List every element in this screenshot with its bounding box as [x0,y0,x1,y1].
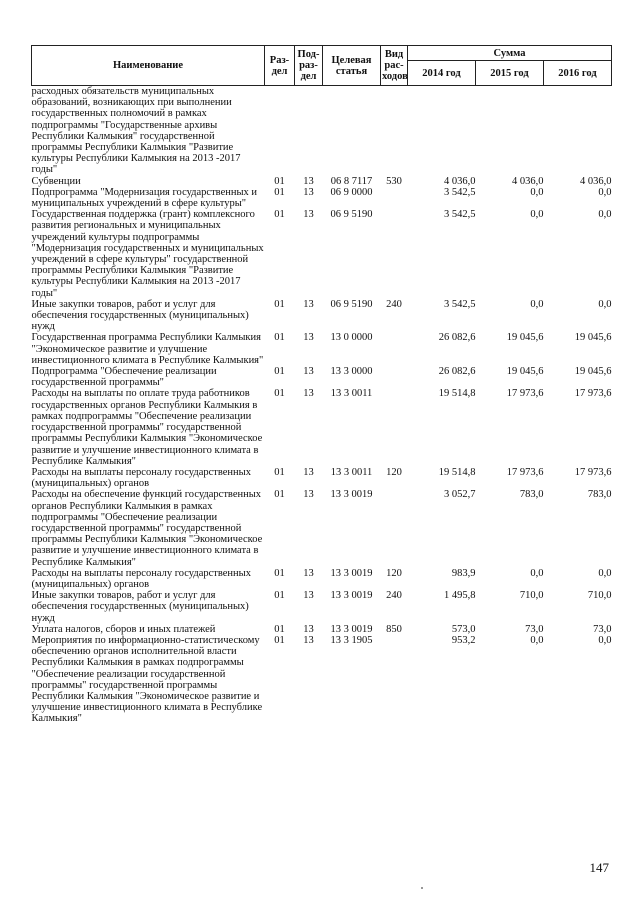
header-razdel: Раз- дел [265,46,295,86]
cell-target: 13 3 1905 [330,634,373,646]
page-number: 147 [589,860,609,875]
cell-name: Расходы на выплаты персоналу государственных (муниципальных) органов [31,466,251,490]
header-year-2016: 2016 год [544,61,612,86]
cell-y2014: 26 082,6 [438,332,476,344]
cell-y2014: 953,2 [451,634,476,646]
cell-razdel: 01 [274,332,285,344]
table-row [32,176,612,187]
cell-razdel: 01 [274,366,285,378]
cell-razdel [265,86,295,176]
cell-podrazdel: 13 [303,590,314,602]
cell-target: 13 3 0019 [330,623,373,635]
cell-y2015: 19 045,6 [506,332,544,344]
cell-vid: 850 [386,623,402,635]
cell-target: 06 9 5190 [330,298,373,310]
cell-vid [381,86,408,176]
table-row [32,366,612,388]
cell-vid [381,489,408,567]
cell-vid [381,209,408,299]
table-header [32,46,612,86]
cell-y2015: 783,0 [519,489,544,501]
cell-y2014: 573,0 [451,623,476,635]
cell-podrazdel: 13 [303,623,314,635]
table-body [32,86,612,725]
cell-y2015: 710,0 [519,590,544,602]
cell-razdel: 01 [274,209,285,221]
cell-y2016: 0,0 [598,567,612,579]
table-row [32,635,612,725]
cell-y2014: 3 542,5 [444,298,476,310]
cell-y2015: 73,0 [525,623,544,635]
cell-vid: 120 [386,567,402,579]
cell-y2014: 3 542,5 [444,186,476,198]
table-row [32,86,612,176]
cell-target: 13 3 0000 [330,366,373,378]
table-row [32,568,612,590]
cell-y2016: 0,0 [598,209,612,221]
cell-podrazdel: 13 [303,366,314,378]
cell-y2014: 1 495,8 [444,590,476,602]
cell-vid [381,635,408,725]
cell-y2016: 783,0 [587,489,612,501]
cell-y2016: 73,0 [593,623,612,635]
cell-target: 06 9 5190 [330,209,373,221]
cell-name: Расходы на выплаты по оплате труда работников государственных органов Республики Калмыкия в рамках подпрограммы "Обеспечение реализации государственной программы" государственной программы Республики Калмыкия "Экономическое развитие и улучшение инвестиционного климата в Республике Калмыкия" [31,388,263,467]
cell-y2014: 19 514,8 [438,466,476,478]
cell-name: Государственная поддержка (грант) комплексного развития региональных и муниципальных учреждений культуры подпрограммы "Модернизация государственных и муниципальных учреждений в сфере культуры" государственной программы Республики Калмыкия "Развитие культуры Республики Калмыкия на 2013 -2017 годы" [31,209,264,299]
header-year-2015: 2015 год [476,61,544,86]
cell-vid: 530 [386,175,402,187]
cell-name: Подпрограмма "Обеспечение реализации государственной программы" [31,366,217,389]
table-row [32,489,612,567]
cell-name: Подпрограмма "Модернизация государственных и муниципальных учреждений в сфере культуры" [31,186,258,210]
cell-razdel: 01 [274,623,285,635]
cell-razdel: 01 [274,567,285,579]
cell-y2014: 26 082,6 [438,366,476,378]
cell-target: 13 0 0000 [330,332,373,344]
budget-table [31,45,612,725]
cell-y2015: 0,0 [530,634,544,646]
header-podrazdel: Под- раз- дел [295,46,323,86]
cell-name: расходных обязательств муниципальных образований, возникающих при выполнении государственных полномочий в рамках подпрограммы "Государственные архивы Республики Калмыкия" государственной программы Республики Калмыкия "Развитие культуры Республики Калмыкия на 2013 -2017 годы" [31,86,241,176]
cell-podrazdel: 13 [303,186,314,198]
cell-y2015: 0,0 [530,298,544,310]
cell-target: 13 3 0019 [330,590,373,602]
cell-podrazdel: 13 [303,175,314,187]
header-target: Целевая статья [323,46,381,86]
cell-y2015: 17 973,6 [506,388,544,400]
cell-podrazdel: 13 [303,466,314,478]
cell-target: 13 3 0011 [330,466,373,478]
cell-name: Расходы на выплаты персоналу государственных (муниципальных) органов [31,567,251,590]
cell-y2014: 3 542,5 [444,209,476,221]
cell-y2016: 4 036,0 [580,175,612,187]
cell-y2015: 17 973,6 [506,466,544,478]
cell-target: 13 3 0019 [330,489,373,501]
cell-y2014: 3 052,7 [444,489,476,501]
cell-y2016: 0,0 [598,298,612,310]
cell-y2014 [408,86,476,176]
table-row [32,388,612,466]
cell-y2016: 19 045,6 [574,366,612,378]
cell-razdel: 01 [274,388,285,400]
header-vid: Вид рас- ходов [381,46,408,86]
cell-razdel: 01 [274,186,285,198]
cell-razdel: 01 [274,175,285,187]
cell-name: Государственная программа Республики Калмыкия "Экономическое развитие и улучшение инвестиционного климата в Республике Калмыкия" [31,332,264,366]
table-row [32,467,612,489]
cell-name: Уплата налогов, сборов и иных платежей [31,623,216,635]
cell-y2015: 4 036,0 [512,175,544,187]
cell-y2015 [476,86,544,176]
cell-vid [381,366,408,388]
cell-name: Мероприятия по информационно-статистическому обеспечению органов исполнительной власти Республики Калмыкия в рамках подпрограммы "Обеспечение реализации государственной программы" государственной программы Республики Калмыкия "Экономическое развитие и улучшение инвестиционного климата в Республике Калмыкия" [31,634,263,725]
cell-vid: 240 [386,590,402,602]
cell-razdel: 01 [274,634,285,646]
cell-name: Иные закупки товаров, работ и услуг для обеспечения государственных (муниципальных) нужд [31,298,249,333]
table-row [32,299,612,333]
scan-speck [421,887,423,889]
cell-vid: 240 [386,298,402,310]
cell-y2015: 0,0 [530,567,544,579]
cell-podrazdel: 13 [303,209,314,221]
cell-razdel: 01 [274,298,285,310]
table-row [32,590,612,624]
cell-y2016 [544,86,612,176]
cell-razdel: 01 [274,466,285,478]
cell-razdel: 01 [274,489,285,501]
cell-razdel: 01 [274,590,285,602]
cell-podrazdel: 13 [303,567,314,579]
cell-podrazdel: 13 [303,388,314,400]
cell-target [323,86,381,176]
table-row [32,209,612,299]
cell-y2016: 710,0 [587,590,612,602]
cell-vid [381,332,408,366]
cell-podrazdel: 13 [303,489,314,501]
cell-target: 06 8 7117 [330,175,373,187]
cell-y2016: 17 973,6 [574,466,612,478]
header-name: Наименование [32,46,265,86]
cell-y2015: 0,0 [530,186,544,198]
cell-target: 13 3 0019 [330,567,373,579]
header-sum: Сумма [408,46,612,61]
cell-y2016: 0,0 [598,186,612,198]
cell-target: 06 9 0000 [330,186,373,198]
cell-y2016: 19 045,6 [574,332,612,344]
cell-name: Иные закупки товаров, работ и услуг для обеспечения государственных (муниципальных) нужд [31,590,249,624]
cell-y2016: 17 973,6 [574,388,612,400]
cell-podrazdel: 13 [303,332,314,344]
cell-y2014: 19 514,8 [438,388,476,400]
table-row [32,187,612,209]
cell-name: Расходы на обеспечение функций государственных органов Республики Калмыкия в рамках подпрограммы "Обеспечение реализации государственной программы" государственной программы Республики Калмыкия "Экономическое развитие и улучшение инвестиционного климата в Республике Калмыкия" [31,489,263,568]
cell-vid [381,187,408,209]
table-row [32,624,612,635]
cell-target: 13 3 0011 [330,388,373,400]
cell-vid [381,388,408,466]
cell-podrazdel: 13 [303,298,314,310]
cell-y2014: 983,9 [451,567,476,579]
header-year-2014: 2014 год [408,61,476,86]
cell-y2015: 0,0 [530,209,544,221]
cell-podrazdel [295,86,323,176]
table-row [32,332,612,366]
cell-y2014: 4 036,0 [444,175,476,187]
cell-podrazdel: 13 [303,634,314,646]
cell-vid: 120 [386,466,402,478]
cell-y2016: 0,0 [598,634,612,646]
cell-y2015: 19 045,6 [506,366,544,378]
cell-name: Субвенции [31,175,81,187]
